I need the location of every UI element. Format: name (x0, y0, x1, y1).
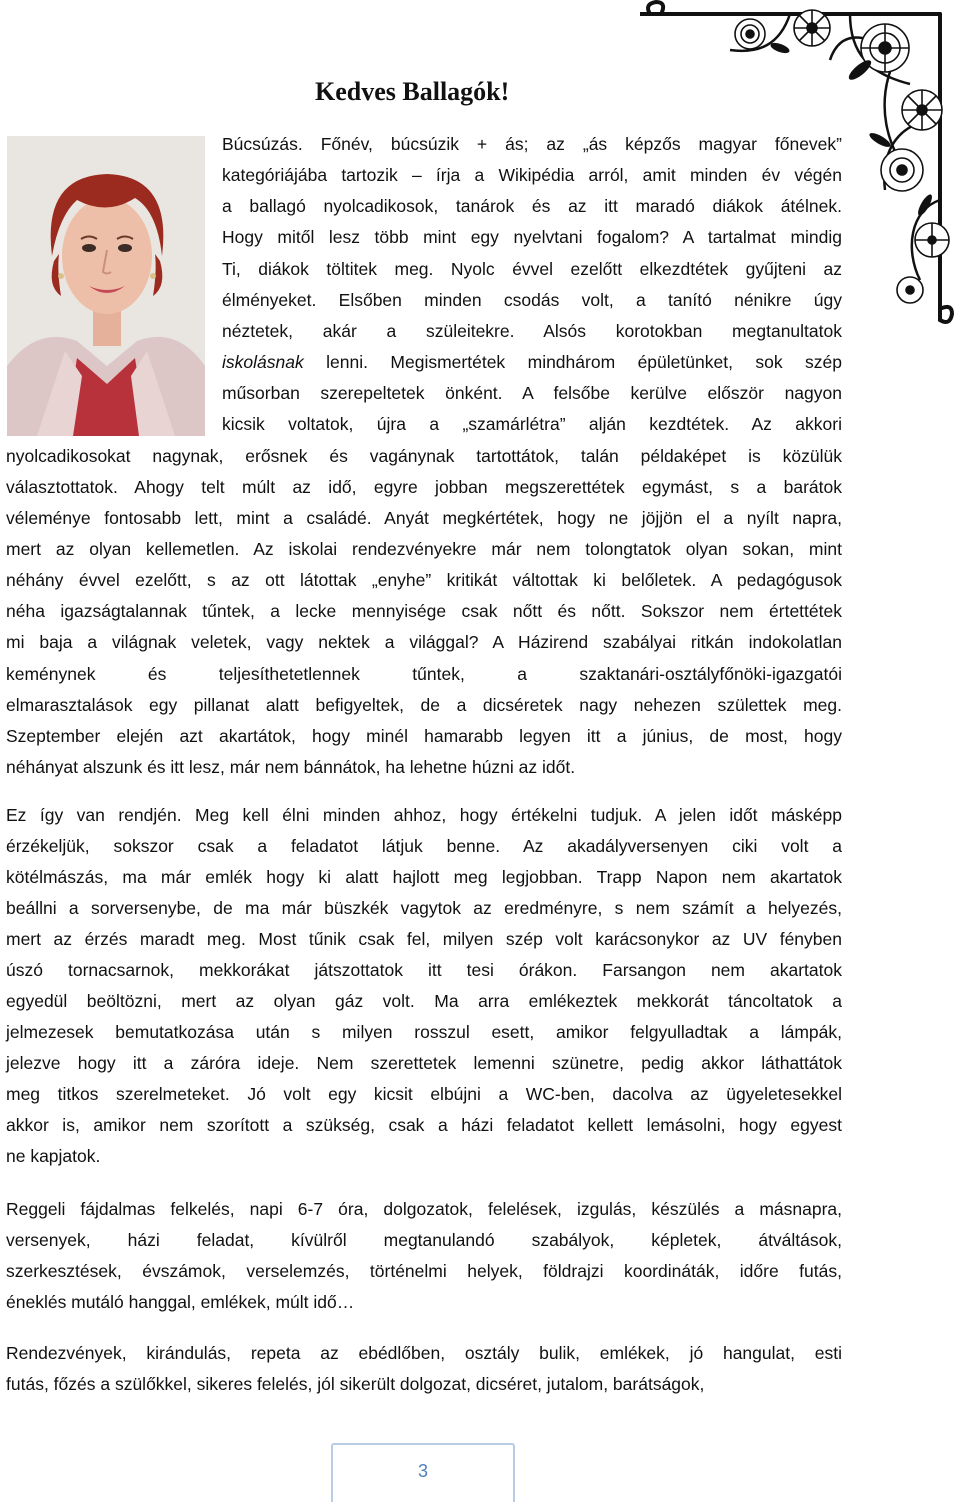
text-segment: élményeket. Elsőben minden csodás volt, a tanító nénikre úgy (222, 289, 842, 310)
text-segment: versenyek, házi feladat, kívülről megtanulandó szabályok, képletek, átváltások, (6, 1230, 842, 1250)
text-line (6, 1369, 842, 1400)
text-line (6, 659, 842, 690)
text-segment: lenni. Megismertétek mindhárom épületünket, sok szép (303, 352, 842, 373)
text-line (6, 1194, 842, 1225)
text-line (6, 1079, 842, 1110)
text-segment: akkor is, amikor nem szorított a szükség, csak a házi feladatot kellett lemásolni, hogy egyest (6, 1115, 842, 1135)
text-segment: ne kapjatok. (6, 1146, 101, 1166)
text-segment: nyolcadikosokat nagynak, erősnek és vagánynak tartottátok, talán példaképet is közülük (6, 445, 842, 466)
text-segment: néztetek, akár a szüleitekre. Alsós korotokban megtanultatok (222, 320, 842, 341)
text-segment: kötélmászás, ma már emlék hogy ki alatt hajlott meg legjobban. Trapp Napon nem akartatok (6, 867, 842, 887)
text-segment: néhány évvel ezelőtt, s az ott látottak „enyhe” kritikát váltottak ki belőletek. A pedagógusok (6, 570, 842, 591)
text-line (6, 441, 842, 472)
text-line (6, 721, 842, 752)
page-number: 3 (417, 1461, 428, 1481)
text-segment: műsorban szerepeltetek önként. A felsőbe kerülve először nagyon (222, 383, 842, 404)
page-number-box (331, 1443, 515, 1502)
text-line (222, 222, 842, 253)
text-line (6, 1287, 842, 1318)
text-line (6, 893, 842, 924)
text-line (222, 316, 842, 347)
text-segment: jelmezesek bemutatkozása után s milyen rosszul esett, amikor felgyulladtak a lámpák, (6, 1022, 842, 1042)
text-line (222, 347, 842, 378)
text-segment: futás, főzés a szülőkkel, sikeres felelés, jól sikerült dolgozat, dicséret, jutalom, barátságok, (6, 1374, 705, 1394)
text-line (222, 378, 842, 409)
text-line (6, 627, 842, 658)
text-segment: Búcsúzás. Főnév, búcsúzik + ás; az „ás képzős magyar főnevek” (222, 134, 842, 154)
text-line (222, 254, 842, 285)
text-segment: Ez így van rendjén. Meg kell élni minden ahhoz, hogy értékelni tudjuk. A jelen időt másképp (6, 805, 842, 825)
text-segment: Szeptember elején azt akartátok, hogy minél hamarabb legyen itt a június, de most, hogy (6, 725, 842, 746)
text-segment: úszó tornacsarnok, mekkorákat játszottatok itt tesi órákon. Farsangon nem akartatok (6, 960, 842, 980)
text-segment: néhányat alszunk és itt lesz, már nem bánnátok, ha lehetne húzni az időt. (6, 757, 576, 777)
text-segment: a ballagó nyolcadikosok, tanárok és az itt maradó diákok átélnek. (222, 196, 842, 217)
text-segment: éneklés mutáló hanggal, emlékek, múlt idő… (6, 1292, 355, 1312)
text-segment: elmarasztalások egy pillanat alatt befigyeltek, de a dicséretek nagy nehezen születtek meg. (6, 694, 842, 715)
text-line (6, 1225, 842, 1256)
text-line (6, 1256, 842, 1287)
text-line (6, 565, 842, 596)
text-segment: keménynek és teljesíthetetlennek tűntek, a szaktanári-osztályfőnöki-igazgatói (6, 663, 842, 684)
italic-text: iskolásnak (222, 352, 304, 373)
text-segment: kategóriájába tartozik – írja a Wikipédia arról, amit minden év végén (222, 165, 842, 186)
text-line (6, 986, 842, 1017)
text-line (222, 129, 842, 160)
text-line (6, 1110, 842, 1141)
text-line (6, 503, 842, 534)
text-segment: jelezve hogy itt a záróra ideje. Nem szerettetek lemenni szünetre, pedig akkor láthattátok (6, 1053, 842, 1073)
text-line (6, 955, 842, 986)
text-line (6, 924, 842, 955)
portrait-photo (7, 136, 205, 436)
text-segment: kicsik voltatok, újra a „szamárlétra” alján kezdtétek. Az akkori (222, 414, 842, 435)
text-line (222, 191, 842, 222)
page-title: Kedves Ballagók! (315, 77, 510, 106)
text-line (222, 409, 842, 440)
text-segment: Ti, diákok töltitek meg. Nyolc évvel ezelőtt elkezdtétek gyűjteni az (222, 258, 842, 279)
text-line (6, 752, 842, 783)
text-segment: mert az olyan kellemetlen. Az iskolai rendezvényekre már nem tolongtatok olyan sokan, mint (6, 538, 842, 559)
text-line (6, 800, 842, 831)
text-segment: mert az érzés maradt meg. Most tűnik csak fel, milyen szép volt karácsonykor az UV fényben (6, 929, 842, 949)
text-segment: Hogy mitől lesz több mint egy nyelvtani fogalom? A tartalmat mindig (222, 227, 842, 248)
text-line (222, 160, 842, 191)
text-line (6, 1338, 842, 1369)
text-segment: Rendezvények, kirándulás, repeta az ebédlőben, osztály bulik, emlékek, jó hangulat, esti (6, 1343, 842, 1363)
text-segment: meg titkos szerelmeteket. Jó volt egy kicsit elbújni a WC-ben, dacolva az ügyeletesekkel (6, 1084, 842, 1104)
text-line (6, 596, 842, 627)
text-segment: mi baja a világnak veletek, vagy nektek a világgal? A Házirend szabályai ritkán indokolatlan (6, 632, 842, 653)
text-line (6, 1048, 842, 1079)
text-line (6, 534, 842, 565)
text-line (6, 1141, 842, 1172)
text-segment: Reggeli fájdalmas felkelés, napi 6-7 óra, dolgozatok, felelések, izgulás, készülés a másnapra, (6, 1199, 842, 1219)
text-segment: egyedül beöltözni, mert az olyan gáz volt. Ma arra emlékeztek mekkorát táncoltatok a (6, 991, 842, 1011)
text-segment: szerkesztések, évszámok, verselemzés, történelmi helyek, földrajzi koordináták, időre futás, (6, 1261, 842, 1281)
text-line (6, 1017, 842, 1048)
text-segment: választottatok. Ahogy telt múlt az idő, egyre jobban megszerettétek egymást, s a barátok (6, 476, 842, 497)
text-line (6, 831, 842, 862)
text-line (6, 862, 842, 893)
text-line (222, 285, 842, 316)
text-segment: véleménye fontosabb lett, mint a családé. Anyát megkértétek, hogy ne jöjjön el a nyílt napra, (6, 507, 842, 528)
text-segment: érzékeljük, sokszor csak a feladatot látjuk benne. Az akadályversenyen ciki volt a (6, 836, 842, 856)
text-segment: beállni a sorversenybe, de ma már büszkék vagytok az eredményre, s nem számít a helyezés, (6, 898, 842, 918)
text-line (6, 690, 842, 721)
text-segment: néha igazságtalannak tűntek, a lecke mennyisége csak nőtt és nőtt. Sokszor nem értettétek (6, 601, 842, 622)
text-line (6, 472, 842, 503)
